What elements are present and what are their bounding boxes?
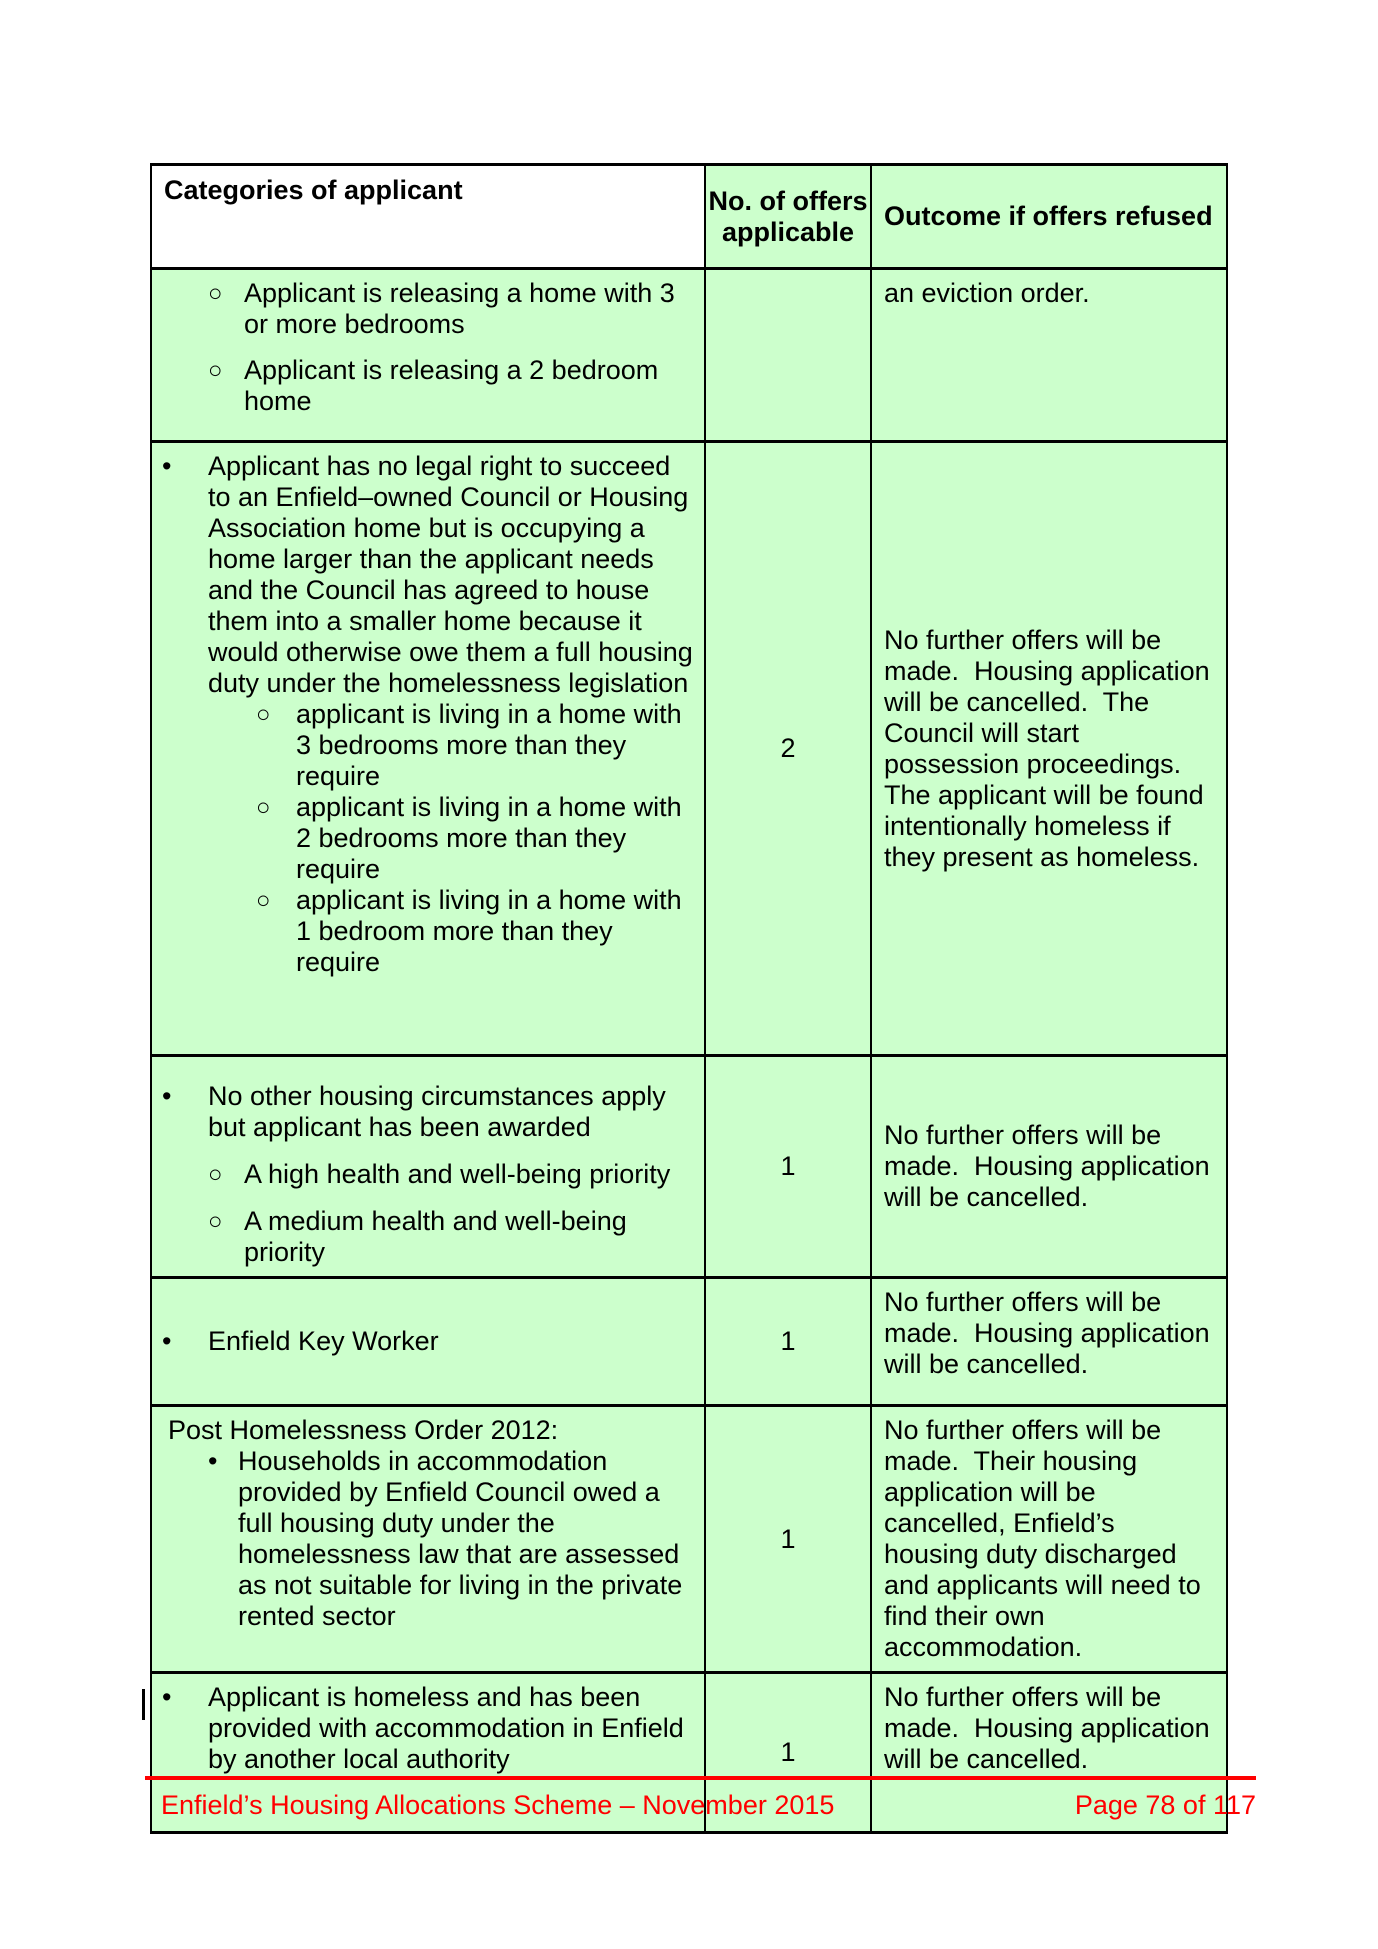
offers-count-cell: 1 (705, 1406, 871, 1673)
category-item-text: Applicant has no legal right to succeed to an Enfield–owned Council or Housing Association home but is occupying a home larger than the applicant needs and the Council has agreed to house them into a smaller home because it would otherwise owe them a full housing duty under the homelessness legislation (208, 451, 701, 698)
outcome-cell: No further offers will be made. Their housing application will be cancelled, Enfield’s housing duty discharged and applicants will need to find their own accommodation. (871, 1406, 1227, 1673)
offers-count-cell: 1 (705, 1056, 871, 1278)
table-header-row (151, 165, 1227, 269)
category-item-text: applicant is living in a home with 3 bedrooms more than they require (296, 699, 690, 791)
table-row (151, 269, 1227, 442)
header-categories-of-applicant: Categories of applicant (151, 165, 705, 269)
category-list-item (162, 451, 701, 699)
category-item-text: Post Homelessness Order 2012: (168, 1415, 559, 1445)
outcome-cell: No further offers will be made. Housing application will be cancelled. (871, 1056, 1227, 1278)
bullet-disc-marker: • (208, 1446, 218, 1476)
category-list-item (208, 1159, 696, 1190)
category-item-text: applicant is living in a home with 2 bedrooms more than they require (296, 792, 690, 884)
category-list-item (208, 355, 696, 417)
category-cell (151, 1406, 705, 1673)
bullet-circle-marker: ○ (256, 887, 271, 914)
bullet-circle-marker: ○ (256, 794, 271, 821)
bullet-circle-marker: ○ (208, 280, 223, 307)
category-item-text: A high health and well-being priority (244, 1159, 671, 1189)
bullet-disc-marker: • (162, 451, 172, 481)
outcome-cell: No further offers will be made. Housing application will be cancelled. (871, 1673, 1227, 1833)
category-list-item (256, 699, 696, 792)
table-row (151, 442, 1227, 1056)
header-no-of-offers-applicable: No. of offers applicable (705, 165, 871, 269)
category-cell (151, 1056, 705, 1278)
category-list-item (256, 885, 696, 978)
category-list-item (208, 1206, 696, 1268)
revision-change-bar (142, 1689, 145, 1720)
category-item-text: Applicant is releasing a home with 3 or more bedrooms (244, 278, 683, 339)
table-row (151, 1278, 1227, 1406)
footer-document-title: Enfield’s Housing Allocations Scheme – November 2015 (161, 1790, 835, 1820)
offers-count-cell: 1 (705, 1278, 871, 1406)
category-list-item (208, 278, 696, 340)
category-item-text: Applicant is homeless and has been provided with accommodation in Enfield by another local authority (208, 1682, 692, 1774)
footer-rule (145, 1776, 1256, 1780)
bullet-disc-marker: • (162, 1081, 172, 1111)
offers-count-cell (705, 269, 871, 442)
category-cell (151, 269, 705, 442)
page-footer (145, 1789, 1256, 1821)
bullet-circle-marker: ○ (208, 1161, 223, 1188)
outcome-cell: No further offers will be made. Housing application will be cancelled. (871, 1278, 1227, 1406)
category-list-item (162, 1326, 696, 1357)
category-item-text: Applicant is releasing a 2 bedroom home (244, 355, 666, 416)
category-item-text: Enfield Key Worker (208, 1326, 439, 1356)
bullet-circle-marker: ○ (208, 1208, 223, 1235)
footer-page-number: Page 78 of 117 (1074, 1790, 1256, 1820)
category-list-item (162, 1081, 696, 1143)
bullet-disc-marker: • (162, 1326, 172, 1356)
category-list-item (162, 1682, 696, 1775)
category-paragraph (168, 1415, 696, 1446)
category-item-text: Households in accommodation provided by Enfield Council owed a full housing duty under the homelessness law that are assessed as not suitable for living in the private rented sector (238, 1446, 690, 1631)
applicant-categories-table (150, 163, 1228, 1834)
bullet-circle-marker: ○ (256, 701, 271, 728)
bullet-disc-marker: • (162, 1682, 172, 1712)
category-item-text: applicant is living in a home with 1 bedroom more than they require (296, 885, 690, 977)
bullet-circle-marker: ○ (208, 357, 223, 384)
offers-count-cell: 1 (705, 1673, 871, 1833)
table-row (151, 1056, 1227, 1278)
category-cell (151, 442, 705, 1056)
category-list-item (256, 792, 696, 885)
category-cell (151, 1278, 705, 1406)
category-item-text: No other housing circumstances apply but applicant has been awarded (208, 1081, 674, 1142)
offers-count-cell: 2 (705, 442, 871, 1056)
table-row (151, 1406, 1227, 1673)
header-outcome-if-offers-refused: Outcome if offers refused (871, 165, 1227, 269)
outcome-cell: No further offers will be made. Housing application will be cancelled. The Council will start possession proceedings. The applicant will be found intentionally homeless if they present as homeless. (871, 442, 1227, 1056)
category-item-text: A medium health and well-being priority (244, 1206, 635, 1267)
outcome-cell: an eviction order. (871, 269, 1227, 442)
category-list-item (208, 1446, 696, 1632)
